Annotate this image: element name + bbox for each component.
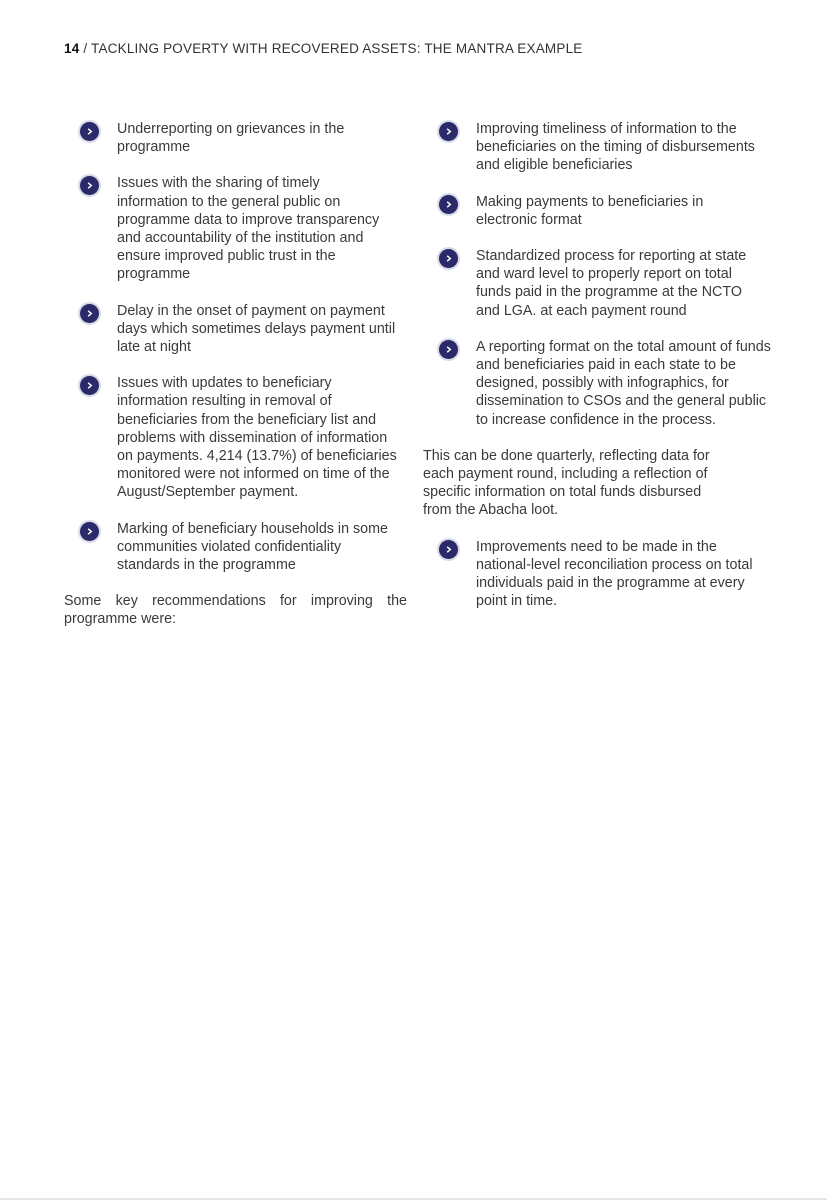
chevron-right-circle-icon [80, 122, 99, 141]
list-item [64, 374, 409, 501]
list-item [423, 338, 773, 429]
list-item [64, 120, 409, 156]
right-column [423, 120, 773, 628]
list-item [423, 247, 773, 320]
list-item [423, 193, 773, 229]
list-item-text: Issues with updates to beneficiary information resulting in removal of beneficiaries from the beneficiary list and problems with dissemination of information on payments. 4,214 (13.7%) of beneficiaries monitored were not informed on time of the August/September payment. [117, 375, 397, 501]
chevron-right-circle-icon [80, 376, 99, 395]
list-item [423, 538, 773, 611]
list-item [64, 302, 409, 357]
list-item [423, 120, 773, 175]
list-item-text: Marking of beneficiary households in some communities violated confidentiality standards in the programme [117, 520, 388, 574]
chevron-right-circle-icon [80, 176, 99, 195]
chevron-right-circle-icon [439, 340, 458, 359]
chevron-right-circle-icon [439, 195, 458, 214]
list-item-text: Issues with the sharing of timely information to the general public on programme data to improve transparency and accountability of the institution and ensure improved public trust in the programme [117, 175, 380, 283]
list-item-text: Standardized process for reporting at state and ward level to properly report on total funds paid in the programme at the NCTO and LGA. at each payment round [476, 248, 747, 319]
page-header [64, 41, 583, 56]
page-number: 14 [64, 41, 80, 56]
list-item-text: Underreporting on grievances in the programme [117, 121, 345, 156]
list-item-text: A reporting format on the total amount of funds and beneficiaries paid in each state to be designed, possibly with infographics, for dissemination to CSOs and the general public to increase confidence in the process. [476, 338, 771, 428]
chevron-right-circle-icon [80, 522, 99, 541]
recommendations-intro: Some key recommendations for improving the programme were: [64, 593, 407, 628]
list-item-text: Delay in the onset of payment on payment days which sometimes delays payment until late at night [117, 302, 396, 356]
chevron-right-circle-icon [80, 304, 99, 323]
list-item [64, 174, 409, 283]
chevron-right-circle-icon [439, 540, 458, 559]
chevron-right-circle-icon [439, 249, 458, 268]
list-item-text: Improvements need to be made in the national-level reconciliation process on total individuals paid in the programme at every point in time. [476, 538, 753, 610]
quarterly-note: This can be done quarterly, reflecting data for each payment round, including a reflection of specific information on total funds disbursed from the Abacha loot. [423, 447, 710, 519]
header-separator: / [79, 41, 92, 56]
list-item-text: Improving timeliness of information to the beneficiaries on the timing of disbursements and eligible beneficiaries [476, 121, 755, 174]
list-item [64, 520, 409, 575]
left-column [64, 120, 409, 647]
header-title: TACKLING POVERTY WITH RECOVERED ASSETS: THE MANTRA EXAMPLE [91, 41, 583, 56]
list-item-text: Making payments to beneficiaries in electronic format [476, 193, 704, 228]
chevron-right-circle-icon [439, 122, 458, 141]
